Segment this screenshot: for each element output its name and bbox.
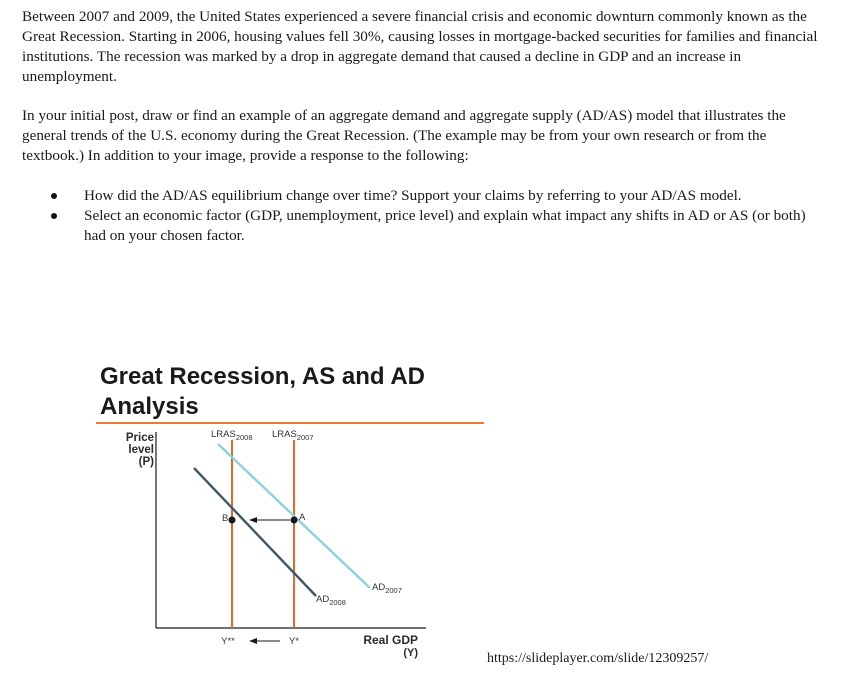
point-b-label: B (222, 513, 229, 524)
x-axis-label-line1: Real GDP (363, 633, 418, 647)
question-list (22, 186, 822, 246)
ad-2007-label: $AD_{2007}$ (372, 582, 402, 595)
x-axis-label-line2: (Y) (403, 647, 418, 659)
question-text: How did the AD/AS equilibrium change over time? Support your claims by referring to your AD/AS model. (84, 187, 742, 204)
y-star-star-label: Y** (221, 636, 235, 647)
list-item (22, 206, 822, 246)
y-axis-label-line1: Price (125, 432, 154, 444)
figure-title: Great Recession, AS and AD Analysis (100, 363, 425, 420)
source-url: https://slideplayer.com/slide/12309257/ (487, 651, 709, 666)
question-text: Select an economic factor (GDP, unemployment, price level) and explain what impact any shifts in AD or AS (or both) had on your chosen factor. (84, 207, 806, 244)
point-b-marker (229, 517, 236, 524)
y-star-label: Y* (288, 636, 300, 647)
instructions-paragraph: In your initial post, draw or find an example of an aggregate demand and aggregate supply (AD/AS) model that illustrates the general trends of the U.S. economy during the Great Recession. (The example may be from your own research or from the textbook.) In addition to your image, provide a response to the following: (22, 107, 786, 164)
intro-paragraph: Between 2007 and 2009, the United States experienced a severe financial crisis and economic downturn commonly known as the Great Recession. Starting in 2006, housing values fell 30%, causing losses in mortgage-backed securities for families and financial institutions. The recession was marked by a drop in aggregate demand that caused a decline in GDP and an increase in unemployment. (22, 8, 818, 85)
lras-2008-label: $LRAS_{2008}$ (211, 429, 253, 442)
point-a-marker (291, 517, 298, 524)
point-a-label: A (299, 512, 306, 523)
y-axis-label-line3: (P) (138, 456, 154, 468)
ad-as-figure (96, 360, 496, 670)
ad-2008-label: $AD_{2008}$ (316, 594, 346, 607)
arrowhead-icon (249, 517, 257, 523)
lras-2007-label: $LRAS_{2007}$ (272, 429, 314, 442)
ad-as-diagram (96, 360, 496, 670)
arrowhead-icon (249, 638, 257, 644)
y-axis-label-line2: level (128, 444, 154, 456)
list-item (22, 186, 822, 206)
bullet-icon (51, 213, 57, 219)
ad-2008-curve (194, 468, 316, 596)
bullet-icon (51, 193, 57, 199)
